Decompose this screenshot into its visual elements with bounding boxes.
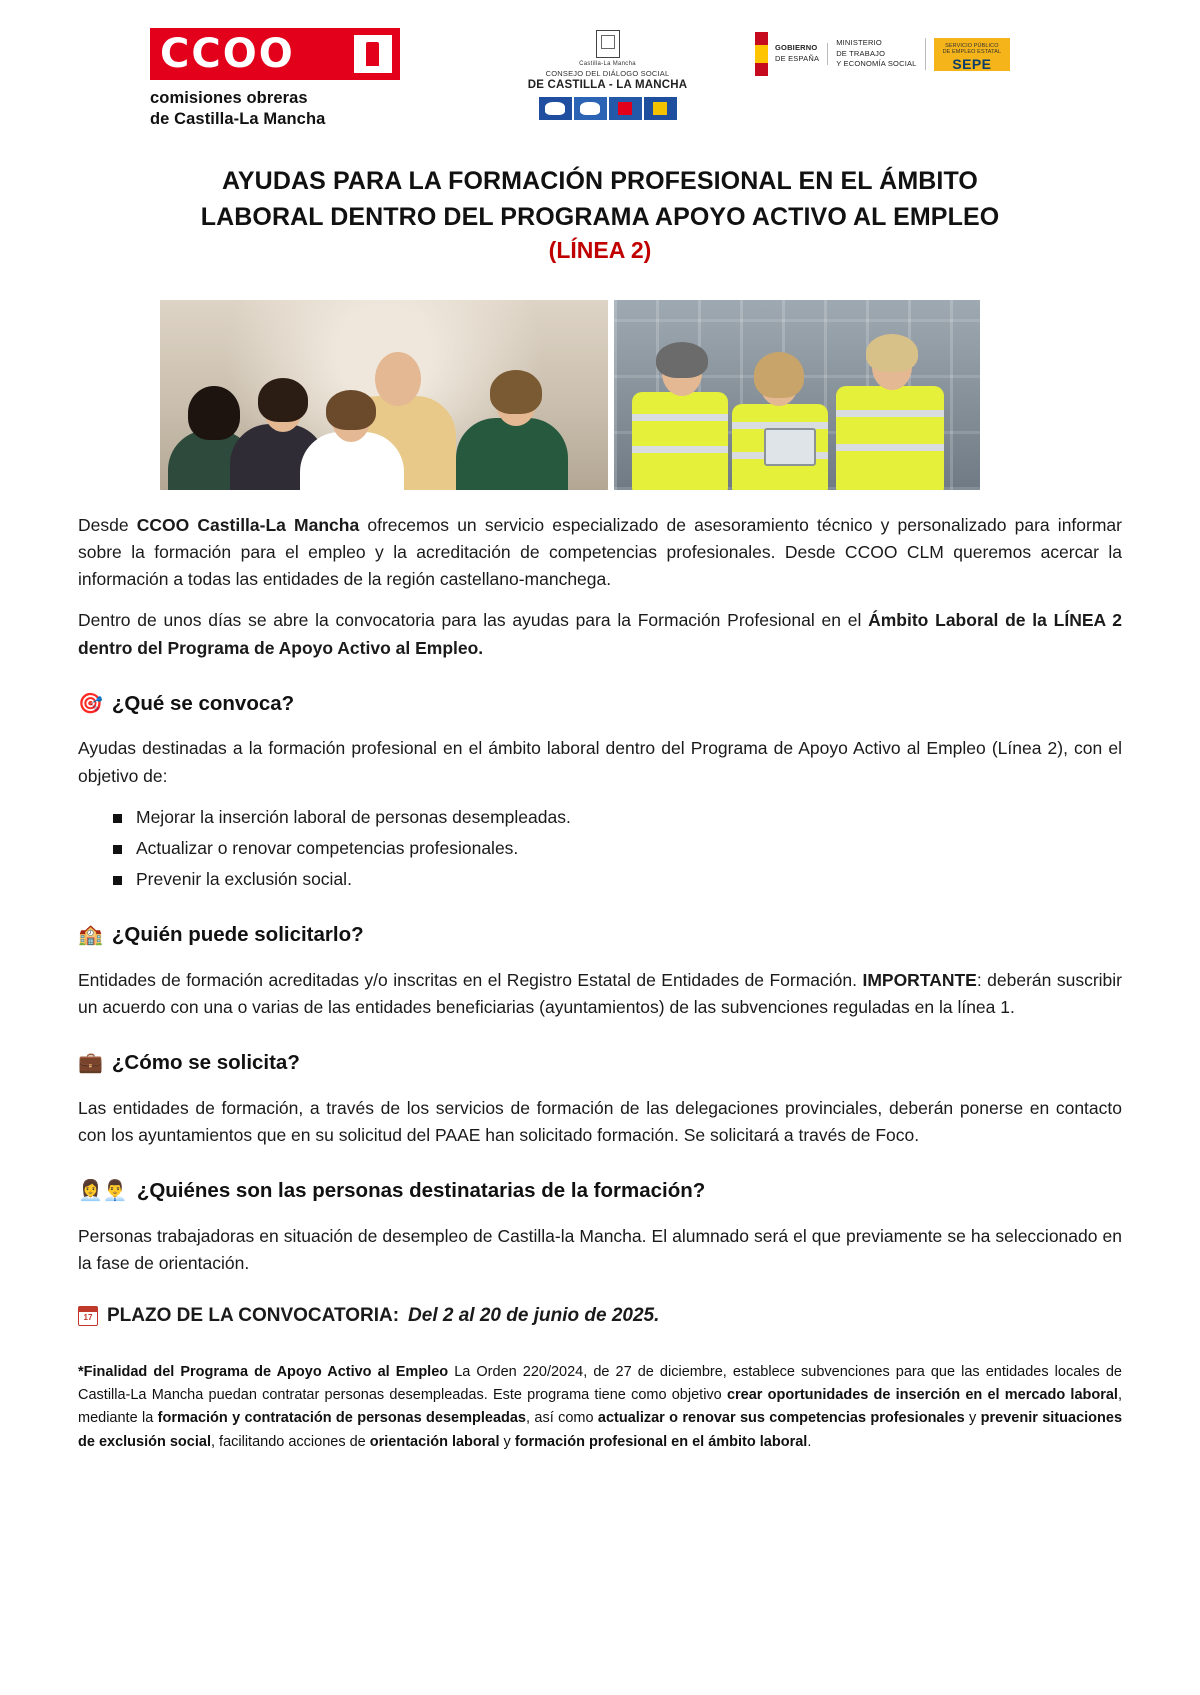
ccoo-letters: CCOO	[160, 31, 295, 77]
section-1-body-pre: Entidades de formación acreditadas y/o inscritas en el Registro Estatal de Entidades de Formación.	[78, 969, 863, 990]
section-1-body	[78, 967, 1122, 1021]
deadline-line	[78, 1301, 1122, 1330]
list-item: Actualizar o renovar competencias profesionales.	[136, 835, 1122, 862]
section-1-body-bold: IMPORTANTE	[862, 969, 977, 990]
title-line-2: LABORAL DENTRO DEL PROGRAMA APOYO ACTIVO AL EMPLEO	[200, 202, 1000, 231]
section-0-bullet-list	[78, 804, 1122, 893]
intro-p1-bold: CCOO Castilla-La Mancha	[136, 515, 360, 535]
clm-shield-caption: Castilla-La Mancha	[579, 61, 636, 67]
footnote-bold-5: prevenir situaciones de exclusión social	[78, 1410, 1123, 1450]
deadline-value: Del 2 al 20 de junio de 2025.	[408, 1305, 660, 1327]
footnote-text-3: , así como	[526, 1410, 598, 1427]
footnote-bold-7: formación profesional en el ámbito laboral	[514, 1433, 808, 1450]
castilla-la-mancha-shield-icon	[596, 30, 620, 58]
list-item: Prevenir la exclusión social.	[136, 866, 1122, 893]
intro-p1-post: ofrecemos un servicio especializado de asesoramiento técnico y personalizado para informar sobre la formación para el empleo y la acreditación de competencias profesionales. Desde CCOO CLM queremos acercar la información a todas las entidades de la región castellano-manchega.	[78, 515, 1122, 590]
ccoo-subtitle-line1: comisiones obreras	[150, 89, 308, 107]
target-icon: 🎯	[78, 692, 103, 715]
footnote-bold-4: actualizar o renovar sus competencias profesionales	[597, 1410, 965, 1427]
spain-flag-icon	[755, 32, 768, 76]
footnote-text-1: La Orden 220/2024, de 27 de diciembre, establece subvenciones para que las entidades locales de Castilla-La Mancha puedan contratar personas desempleadas. Este programa tiene como objetivo	[78, 1363, 1123, 1403]
footnote-bold-1: *Finalidad del Programa de Apoyo Activo al Empleo	[78, 1363, 449, 1380]
consejo-dialogo-social-logo	[515, 28, 700, 120]
sepe-small-line1: SERVICIO PÚBLICO	[945, 42, 999, 49]
ministerio-line3: Y ECONOMÍA SOCIAL	[836, 59, 917, 69]
ccoo-logo	[150, 28, 400, 129]
ccoo-subtitle	[150, 88, 400, 129]
ministerio-line2: DE TRABAJO	[836, 48, 886, 58]
ministerio-line1: MINISTERIO	[836, 37, 882, 47]
ccoo-logomark	[150, 28, 400, 80]
section-heading-que-se-convoca	[78, 688, 1122, 720]
section-heading-como-se-solicita	[78, 1047, 1122, 1079]
clm-line1: CONSEJO DEL DIÁLOGO SOCIAL	[545, 68, 670, 78]
footnote-text-6: y	[499, 1433, 515, 1450]
photo-row	[160, 300, 1040, 490]
sepe-acronym: SEPE	[952, 56, 992, 73]
section-heading-quien-puede-solicitarlo	[78, 919, 1122, 951]
section-1-body-post: : deberán suscribir un acuerdo con una o varias de las entidades beneficiarias (ayuntamientos) de las subvenciones reguladas en la línea 1.	[78, 969, 1122, 1017]
section-3-body: Personas trabajadoras en situación de desempleo de Castilla-la Mancha. El alumnado será el que previamente se ha seleccionado en la fase de orientación.	[78, 1225, 1122, 1273]
gobierno-line1: GOBIERNO	[775, 43, 818, 53]
footnote-text-2: , mediante la	[78, 1386, 1122, 1427]
sepe-small-line2: DE EMPLEO ESTATAL	[942, 49, 1002, 56]
people-icon: 👩‍💼👨‍💼	[78, 1179, 128, 1202]
footnote-bold-2: crear oportunidades de inserción en el mercado laboral	[726, 1386, 1118, 1403]
sepe-logo	[934, 38, 1011, 71]
section-3-title: ¿Quiénes son las personas destinatarias de la formación?	[136, 1179, 706, 1203]
title-line-1: AYUDAS PARA LA FORMACIÓN PROFESIONAL EN EL ÁMBITO	[222, 167, 978, 195]
briefcase-icon: 💼	[78, 1051, 103, 1074]
section-2-title: ¿Cómo se solicita?	[111, 1051, 300, 1075]
section-heading-personas-destinatarias	[78, 1175, 1122, 1207]
footnote	[78, 1361, 1122, 1455]
footnote-bold-3: formación y contratación de personas desempleadas	[157, 1410, 526, 1427]
title-line-3: (LÍNEA 2)	[548, 237, 652, 263]
footnote-bold-6: orientación laboral	[369, 1433, 500, 1450]
section-1-title: ¿Quién puede solicitarlo?	[111, 923, 364, 947]
intro-paragraph-2	[78, 607, 1122, 661]
gobierno-text	[775, 43, 828, 65]
footnote-text-7: .	[807, 1433, 812, 1450]
clm-line2: DE CASTILLA - LA MANCHA	[527, 78, 688, 91]
section-0-title: ¿Qué se convoca?	[111, 691, 295, 715]
footnote-text-5: , facilitando acciones de	[210, 1433, 370, 1450]
gobierno-line2: DE ESPAÑA	[775, 54, 820, 63]
page-title	[90, 164, 1110, 264]
ministerio-text	[836, 38, 925, 71]
gobierno-de-espana-logo	[755, 28, 1010, 80]
intro-p2-bold: Ámbito Laboral de la LÍNEA 2 dentro del Programa de Apoyo Activo al Empleo.	[78, 610, 1122, 658]
school-icon: 🏫	[78, 923, 103, 946]
intro-p2-pre: Dentro de unos días se abre la convocatoria para las ayudas para la Formación Profesional en el	[78, 610, 869, 631]
document-body	[78, 512, 1122, 1331]
ccoo-box-icon	[354, 35, 392, 73]
deadline-label: PLAZO DE LA CONVOCATORIA:	[107, 1305, 400, 1327]
intro-paragraph-1	[78, 512, 1122, 593]
students-photo	[160, 300, 608, 490]
section-2-body: Las entidades de formación, a través de los servicios de formación de las delegaciones provinciales, deberán ponerse en contacto con los ayuntamientos que en su solicitud del PAAE han solicitado formación. Se solicitará a través de Foco.	[78, 1097, 1122, 1145]
intro-p1-pre: Desde	[78, 515, 137, 535]
clm-flags-icon	[515, 97, 700, 120]
workers-photo	[614, 300, 980, 490]
ccoo-subtitle-line2: de Castilla-La Mancha	[150, 109, 326, 128]
logo-bar	[0, 0, 1200, 128]
calendar-icon	[78, 1306, 98, 1326]
footnote-text-4: y	[964, 1410, 981, 1427]
section-0-body: Ayudas destinadas a la formación profesional en el ámbito laboral dentro del Programa de Apoyo Activo al Empleo (Línea 2), con el objetivo de:	[78, 738, 1122, 786]
list-item: Mejorar la inserción laboral de personas desempleadas.	[136, 804, 1122, 831]
